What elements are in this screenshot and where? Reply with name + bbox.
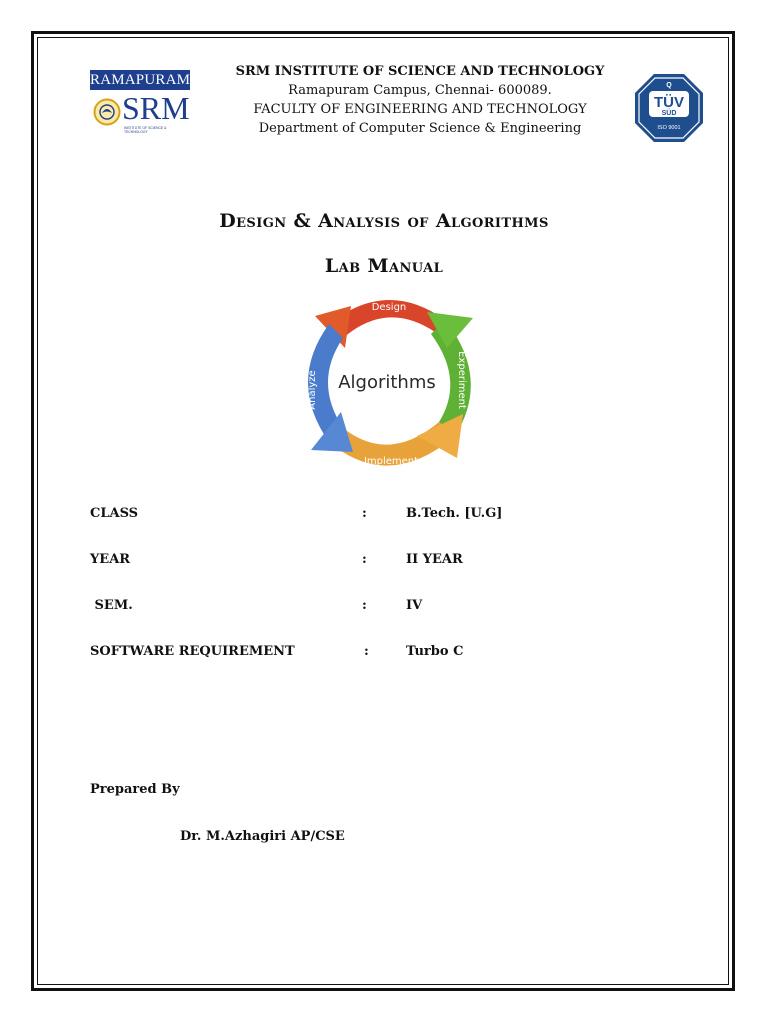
info-separator: : <box>362 552 367 567</box>
srm-logo <box>90 70 194 140</box>
tuv-sud-logo <box>633 72 705 144</box>
stage-design: Design <box>371 302 407 313</box>
logo-tag: RAMAPURAM <box>90 72 191 88</box>
info-label: CLASS <box>90 506 139 521</box>
tuv-low-text: SÜD <box>661 110 677 117</box>
stage-analyze: Analyze <box>307 370 318 410</box>
header-line-4: Department of Computer Science & Engineering <box>258 121 582 136</box>
stage-implement: Implement <box>363 456 419 467</box>
logo-subtext: INSTITUTE OF SCIENCE & TECHNOLOGY <box>124 126 167 134</box>
manual-title: Design & Analysis of Algorithms <box>219 210 549 232</box>
info-row-software <box>90 644 690 664</box>
info-separator: : <box>362 506 367 521</box>
logo-word: SRM <box>122 90 190 126</box>
info-label: SEM. <box>90 598 133 613</box>
tuv-mid-text: TÜV <box>654 94 684 111</box>
info-row-class <box>90 506 690 526</box>
info-separator: : <box>362 598 367 613</box>
info-value: II YEAR <box>406 552 463 567</box>
algorithm-cycle-diagram <box>289 282 485 482</box>
header-line-1: SRM INSTITUTE OF SCIENCE AND TECHNOLOGY <box>235 64 605 79</box>
stage-experiment: Experiment <box>456 351 467 409</box>
srm-seal-icon <box>93 98 121 126</box>
info-row-sem <box>90 598 690 618</box>
header-line-3: FACULTY OF ENGINEERING AND TECHNOLOGY <box>253 102 587 117</box>
manual-subtitle: Lab Manual <box>324 255 444 277</box>
header-line-2: Ramapuram Campus, Chennai- 600089. <box>288 83 552 98</box>
info-value: Turbo C <box>406 644 464 659</box>
cycle-center-label: Algorithms <box>338 372 436 393</box>
info-value: IV <box>406 598 423 613</box>
info-label: SOFTWARE REQUIREMENT <box>90 644 295 659</box>
info-label: YEAR <box>90 552 131 567</box>
tuv-cert-text: ISO 9001 <box>657 125 681 131</box>
institute-header <box>220 62 620 138</box>
author-name: Dr. M.Azhagiri AP/CSE <box>180 829 345 844</box>
info-row-year <box>90 552 690 572</box>
info-value: B.Tech. [U.G] <box>406 506 503 521</box>
info-separator: : <box>364 644 369 659</box>
tuv-q-text: Q <box>666 82 672 89</box>
prepared-by-label: Prepared By <box>90 782 180 797</box>
